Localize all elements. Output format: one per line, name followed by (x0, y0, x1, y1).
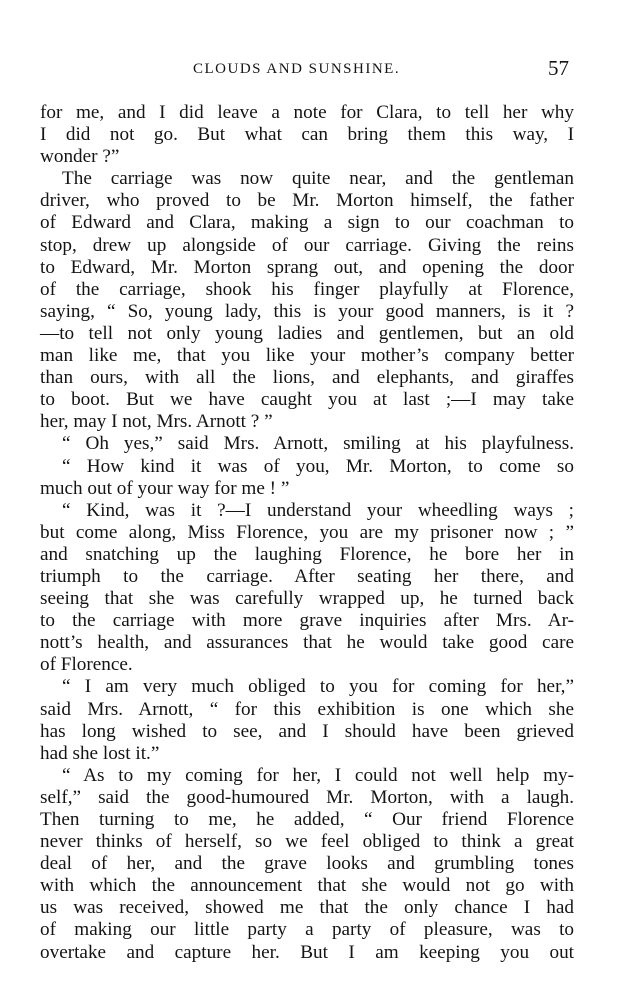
text-line: wonder ?” (40, 146, 120, 168)
text-line: than ours, with all the lions, and elephants, and giraffes (40, 367, 574, 389)
text-line: to Edward, Mr. Morton sprang out, and opening the door (40, 256, 574, 278)
text-line: “ Oh yes,” said Mrs. Arnott, smiling at his playfulness. (62, 433, 574, 455)
text-line: of making our little party a party of pleasure, was to (40, 919, 574, 941)
text-line: has long wished to see, and I should have been grieved (40, 720, 574, 742)
text-line: saying, “ So, young lady, this is your good manners, is it ? (40, 300, 574, 322)
text-line: “ How kind it was of you, Mr. Morton, to come so (62, 455, 574, 477)
text-line: overtake and capture her. But I am keeping you out (40, 941, 574, 963)
text-line: “ As to my coming for her, I could not well help my- (62, 764, 574, 786)
text-line: The carriage was now quite near, and the gentleman (62, 168, 574, 190)
text-line: stop, drew up alongside of our carriage. Giving the reins (40, 234, 574, 256)
text-line: of Florence. (40, 654, 133, 676)
text-line: seeing that she was carefully wrapped up, he turned back (40, 588, 574, 610)
text-line: I did not go. But what can bring them this way, I (40, 124, 574, 146)
text-line: to the carriage with more grave inquiries after Mrs. Ar- (40, 610, 574, 632)
text-line: for me, and I did leave a note for Clara, to tell her why (40, 102, 574, 123)
text-line: self,” said the good-humoured Mr. Morton, with a laugh. (40, 786, 574, 808)
text-line: of Edward and Clara, making a sign to our coachman to (40, 212, 574, 234)
text-line: —to tell not only young ladies and gentlemen, but an old (40, 322, 574, 344)
text-line: had she lost it.” (40, 742, 160, 764)
text-line: nott’s health, and assurances that he would take good care (40, 632, 574, 654)
text-line: to boot. But we have caught you at last ;—I may take (40, 389, 574, 411)
text-line: man like me, that you like your mother’s company better (40, 345, 574, 367)
text-line: us was received, showed me that the only chance I had (40, 897, 574, 919)
page-number: 57 (548, 56, 569, 80)
text-line: “ Kind, was it ?—I understand your wheedling ways ; (62, 499, 574, 521)
text-line: never thinks of herself, so we feel obliged to think a great (40, 831, 574, 853)
body-text (40, 102, 574, 964)
text-line: driver, who proved to be Mr. Morton himself, the father (40, 190, 574, 212)
text-line: triumph to the carriage. After seating her there, and (40, 565, 574, 587)
text-line: her, may I not, Mrs. Arnott ? ” (40, 411, 273, 433)
running-title: CLOUDS AND SUNSHINE. (193, 61, 401, 77)
text-line: and snatching up the laughing Florence, he bore her in (40, 543, 574, 565)
text-line: much out of your way for me ! ” (40, 477, 290, 499)
text-line: Then turning to me, he added, “ Our friend Florence (40, 809, 574, 830)
text-line: with which the announcement that she would not go with (40, 875, 574, 897)
running-header (0, 58, 642, 82)
text-line: “ I am very much obliged to you for coming for her,” (62, 676, 574, 698)
text-line: said Mrs. Arnott, “ for this exhibition is one which she (40, 698, 574, 720)
text-line: of the carriage, shook his finger playfully at Florence, (40, 278, 574, 300)
text-line: deal of her, and the grave looks and grumbling tones (40, 853, 574, 875)
text-line: but come along, Miss Florence, you are my prisoner now ; ” (40, 521, 574, 543)
